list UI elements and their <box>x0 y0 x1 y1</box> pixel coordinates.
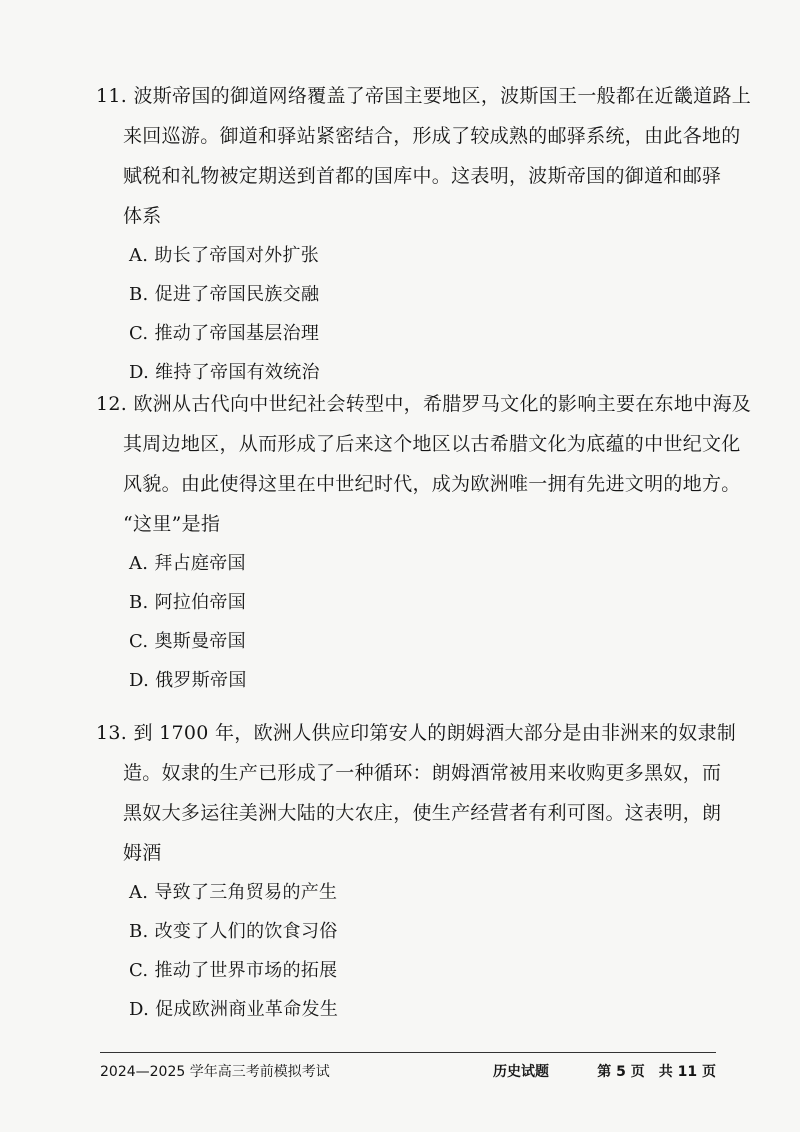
question-11-line-2: 来回巡游。御道和驿站紧密结合，形成了较成熟的邮驿系统，由此各地的 <box>123 125 741 147</box>
question-12-line-3: 风貌。由此使得这里在中世纪时代，成为欧洲唯一拥有先进文明的地方。 <box>123 473 741 495</box>
footer-divider <box>100 1052 716 1053</box>
question-13 <box>96 713 737 1029</box>
question-12-line-2: 其周边地区，从而形成了后来这个地区以古希腊文化为底蕴的中世纪文化 <box>123 433 741 455</box>
question-12-option-a[interactable]: A. 拜占庭帝国 <box>129 553 246 574</box>
question-12-line-1: 12. 欧洲从古代向中世纪社会转型中，希腊罗马文化的影响主要在东地中海及 <box>96 393 752 415</box>
question-11-line-4: 体系 <box>123 205 162 227</box>
question-11-option-c[interactable]: C. 推动了帝国基层治理 <box>129 323 320 344</box>
question-13-option-a[interactable]: A. 导致了三角贸易的产生 <box>129 882 338 903</box>
question-13-line-4: 姆酒 <box>123 842 162 864</box>
question-12 <box>96 384 752 700</box>
exam-title: 2024—2025 学年高三考前模拟考试 <box>100 1064 330 1080</box>
question-13-options <box>96 873 726 1029</box>
question-12-line-4: “这里”是指 <box>123 513 221 535</box>
question-13-line-3: 黑奴大多运往美洲大陆的大农庄，使生产经营者有利可图。这表明，朗 <box>123 802 722 824</box>
subject-title: 历史试题 <box>493 1064 549 1080</box>
page-number: 第 5 页 共 11 页 <box>597 1064 716 1080</box>
question-12-options <box>96 544 726 700</box>
question-11-option-a[interactable]: A. 助长了帝国对外扩张 <box>129 245 320 266</box>
question-13-option-c[interactable]: C. 推动了世界市场的拓展 <box>129 960 338 981</box>
question-11-options <box>96 236 726 392</box>
question-13-line-1: 13. 到 1700 年，欧洲人供应印第安人的朗姆酒大部分是由非洲来的奴隶制 <box>96 722 737 744</box>
question-13-line-2: 造。奴隶的生产已形成了一种循环：朗姆酒常被用来收购更多黑奴，而 <box>123 762 722 784</box>
question-11-option-b[interactable]: B. 促进了帝国民族交融 <box>129 284 320 305</box>
question-11-line-3: 赋税和礼物被定期送到首都的国库中。这表明，波斯帝国的御道和邮驿 <box>123 165 722 187</box>
question-13-option-d[interactable]: D. 促成欧洲商业革命发生 <box>129 999 339 1020</box>
page-footer <box>100 1060 716 1084</box>
question-12-option-c[interactable]: C. 奥斯曼帝国 <box>129 631 246 652</box>
question-11 <box>96 76 752 392</box>
question-13-option-b[interactable]: B. 改变了人们的饮食习俗 <box>129 921 338 942</box>
question-11-line-1: 11. 波斯帝国的御道网络覆盖了帝国主要地区，波斯国王一般都在近畿道路上 <box>96 85 752 107</box>
question-12-option-d[interactable]: D. 俄罗斯帝国 <box>129 670 247 691</box>
question-11-option-d[interactable]: D. 维持了帝国有效统治 <box>129 362 320 383</box>
question-12-option-b[interactable]: B. 阿拉伯帝国 <box>129 592 247 613</box>
